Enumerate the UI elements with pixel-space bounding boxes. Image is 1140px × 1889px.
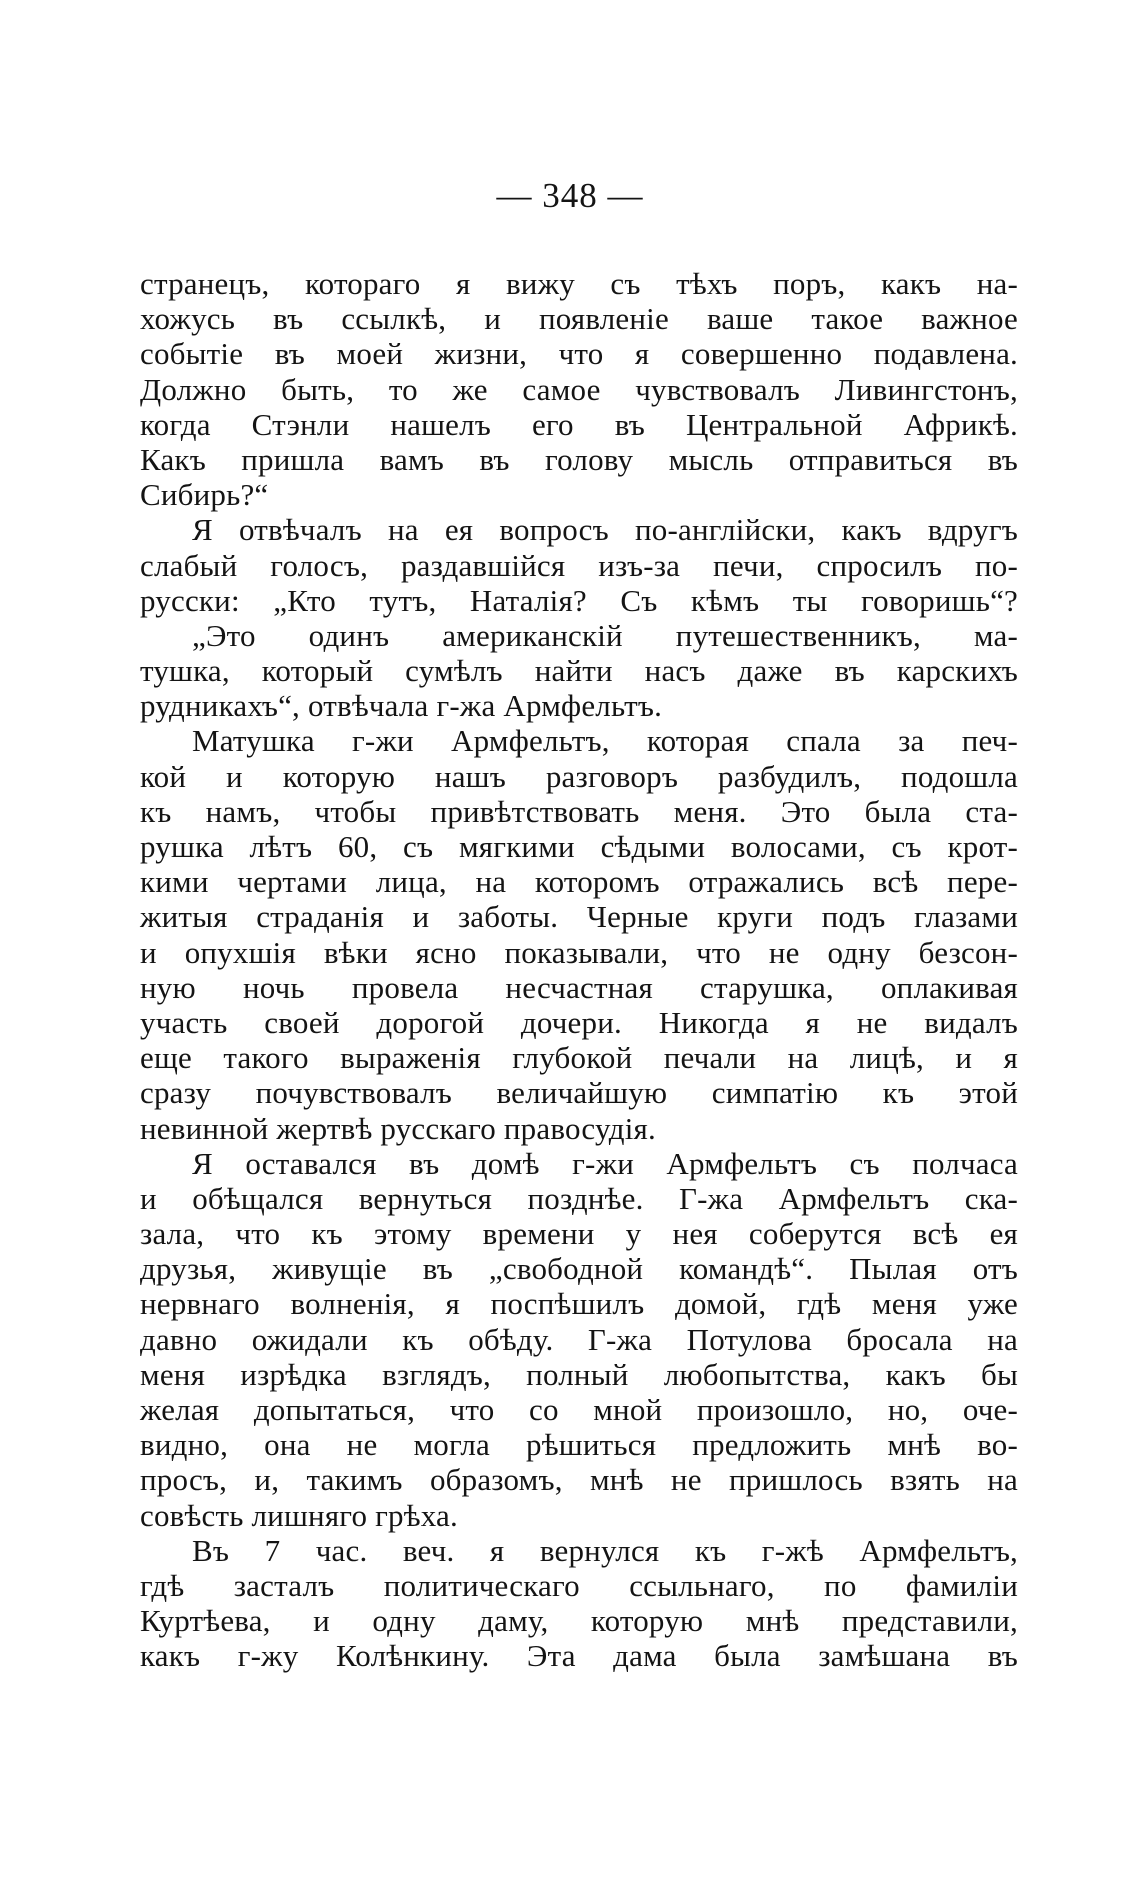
text-line: невинной жертвѣ русскаго правосудія.: [140, 1110, 656, 1146]
text-line: къ намъ, чтобы привѣтствовать меня. Это была ста-: [140, 793, 1018, 829]
text-line: какъ г-жу Колѣнкину. Эта дама была замѣшана въ: [140, 1638, 1018, 1674]
text-line: кой и которую нашъ разговоръ разбудилъ, подошла: [140, 758, 1018, 794]
text-line: меня изрѣдка взглядъ, полный любопытства, какъ бы: [140, 1356, 1018, 1392]
text-line: странецъ, котораго я вижу съ тѣхъ поръ, какъ на-: [140, 266, 1018, 301]
text-line: и опухшія вѣки ясно показывали, что не одну безсон-: [140, 934, 1018, 970]
text-line: еще такого выраженія глубокой печали на лицѣ, и я: [140, 1040, 1018, 1076]
text-line: хожусь въ ссылкѣ, и появленіе ваше такое важное: [140, 301, 1018, 337]
text-line: желая допытаться, что со мной произошло, но, оче-: [140, 1392, 1018, 1427]
text-line: сразу почувствовалъ величайшую симпатію къ этой: [140, 1075, 1018, 1111]
paragraph-start-line: Матушка г-жи Армфельтъ, которая спала за печ-: [192, 723, 1018, 759]
text-line: Должно быть, то же самое чувствовалъ Ливингстонъ,: [140, 371, 1018, 407]
body-text: [140, 266, 1018, 1674]
paragraph-start-line: Я отвѣчалъ на ея вопросъ по-англійски, какъ вдругъ: [192, 512, 1018, 548]
text-line: событіе въ моей жизни, что я совершенно подавлена.: [140, 336, 1018, 372]
text-line: просъ, и, такимъ образомъ, мнѣ не пришлось взять на: [140, 1462, 1018, 1498]
text-line: когда Стэнли нашелъ его въ Центральной Африкѣ.: [140, 406, 1018, 442]
text-line: рушка лѣтъ 60, съ мягкими сѣдыми волосами, съ крот-: [140, 829, 1018, 864]
text-line: Куртѣева, и одну даму, которую мнѣ представили,: [140, 1603, 1018, 1639]
text-line: давно ожидали къ обѣду. Г-жа Потулова бросала на: [140, 1321, 1018, 1357]
text-line: Сибирь?“: [140, 477, 269, 513]
text-line: зала, что къ этому времени у нея соберутся всѣ ея: [140, 1216, 1018, 1252]
text-line: ную ночь провела несчастная старушка, оплакивая: [140, 969, 1018, 1005]
text-line: кими чертами лица, на которомъ отражались всѣ пере-: [140, 864, 1018, 900]
text-line: совѣсть лишняго грѣха.: [140, 1497, 458, 1533]
paragraph-start-line: „Это одинъ американскій путешественникъ, ма-: [192, 617, 1018, 653]
text-line: и обѣщался вернуться позднѣе. Г-жа Армфельтъ ска-: [140, 1180, 1018, 1216]
text-line: русски: „Кто тутъ, Наталія? Съ кѣмъ ты говоришь“?: [140, 582, 1018, 618]
text-line: слабый голосъ, раздавшійся изъ-за печи, спросилъ по-: [140, 547, 1018, 583]
paragraph-start-line: Я оставался въ домѣ г-жи Армфельтъ съ полчаса: [192, 1145, 1018, 1181]
text-line: нервнаго волненія, я поспѣшилъ домой, гдѣ меня уже: [140, 1286, 1018, 1322]
paragraph-start-line: Въ 7 час. веч. я вернулся къ г-жѣ Армфельтъ,: [192, 1532, 1018, 1568]
page-number: — 348 —: [496, 176, 644, 215]
text-line: видно, она не могла рѣшиться предложить мнѣ во-: [140, 1427, 1018, 1463]
text-line: участь своей дорогой дочери. Никогда я не видалъ: [140, 1004, 1018, 1040]
text-line: тушка, который сумѣлъ найти насъ даже въ карскихъ: [140, 653, 1018, 689]
text-line: житыя страданія и заботы. Черные круги подъ глазами: [140, 899, 1018, 935]
text-line: гдѣ засталъ политическаго ссыльнаго, по фамиліи: [140, 1567, 1018, 1603]
text-line: рудникахъ“, отвѣчала г-жа Армфельтъ.: [140, 688, 663, 724]
text-line: друзья, живущіе въ „свободной командѣ“. Пылая отъ: [140, 1251, 1018, 1287]
text-line: Какъ пришла вамъ въ голову мысль отправиться въ: [140, 441, 1018, 477]
